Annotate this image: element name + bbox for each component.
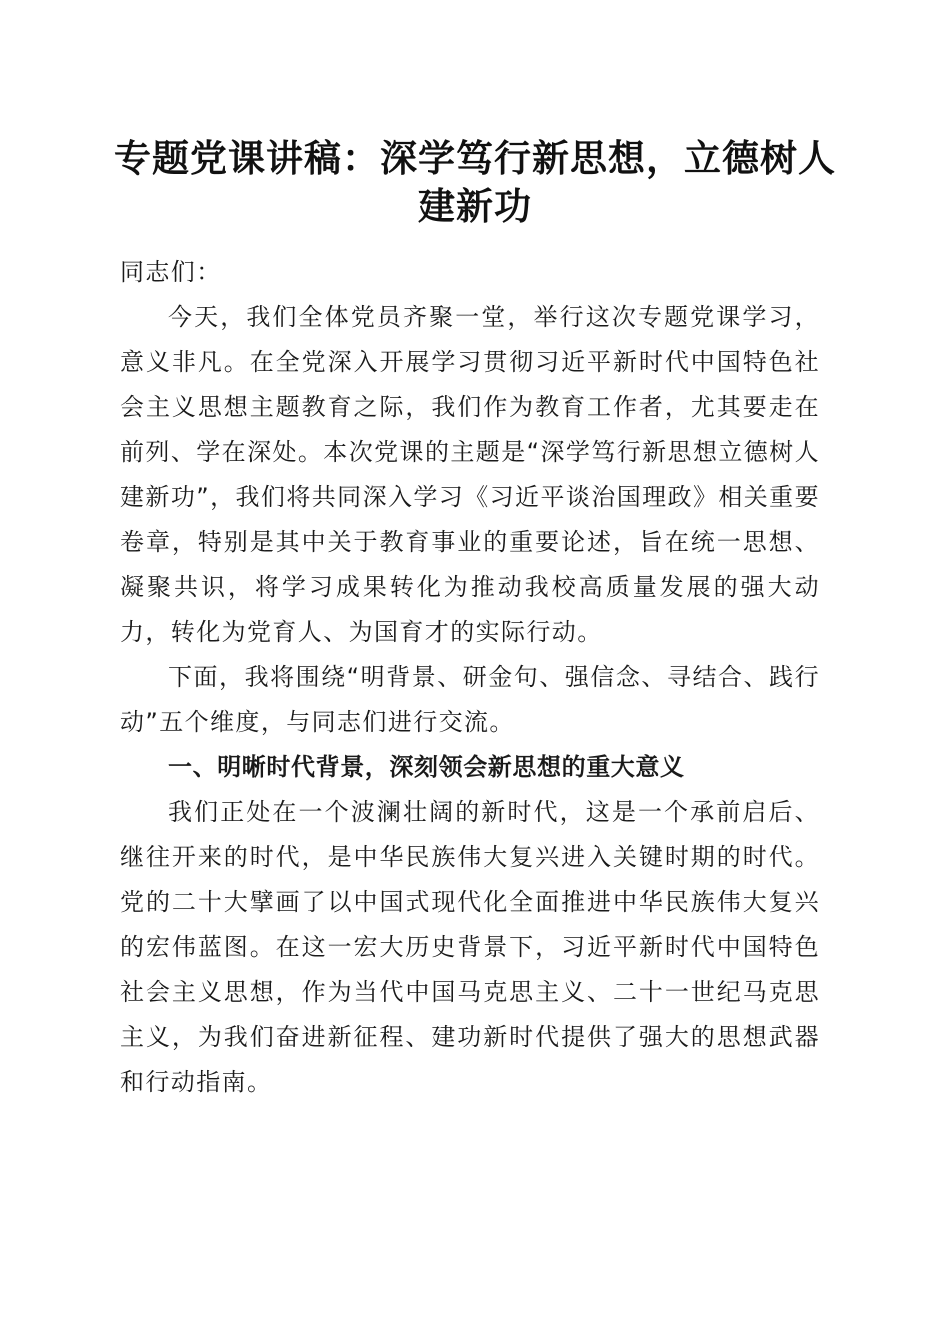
body-paragraph: 我们正处在一个波澜壮阔的新时代，这是一个承前启后、继往开来的时代，是中华民族伟大复兴进入关键时期的时代。党的二十大擘画了以中国式现代化全面推进中华民族伟大复兴的宏伟蓝图。在这一宏大历史背景下，习近平新时代中国特色社会主义思想，作为当代中国马克思主义、二十一世纪马克思主义，为我们奋进新征程、建功新时代提供了强大的思想武器和行动指南。 bbox=[120, 798, 820, 1096]
body-paragraph: 下面，我将围绕“明背景、研金句、强信念、寻结合、践行动”五个维度，与同志们进行交流。 bbox=[120, 663, 820, 736]
document-body bbox=[120, 250, 820, 1105]
section-heading: 一、明晰时代背景，深刻领会新思想的重大意义 bbox=[168, 753, 685, 781]
salutation: 同志们： bbox=[120, 258, 222, 286]
document-title: 专题党课讲稿：深学笃行新思想，立德树人建新功 bbox=[114, 136, 836, 228]
body-paragraph: 今天，我们全体党员齐聚一堂，举行这次专题党课学习，意义非凡。在全党深入开展学习贯彻习近平新时代中国特色社会主义思想主题教育之际，我们作为教育工作者，尤其要走在前列、学在深处。本次党课的主题是“深学笃行新思想立德树人建新功”，我们将共同深入学习《习近平谈治国理政》相关重要卷章，特别是其中关于教育事业的重要论述，旨在统一思想、凝聚共识，将学习成果转化为推动我校高质量发展的强大动力，转化为党育人、为国育才的实际行动。 bbox=[120, 303, 820, 646]
